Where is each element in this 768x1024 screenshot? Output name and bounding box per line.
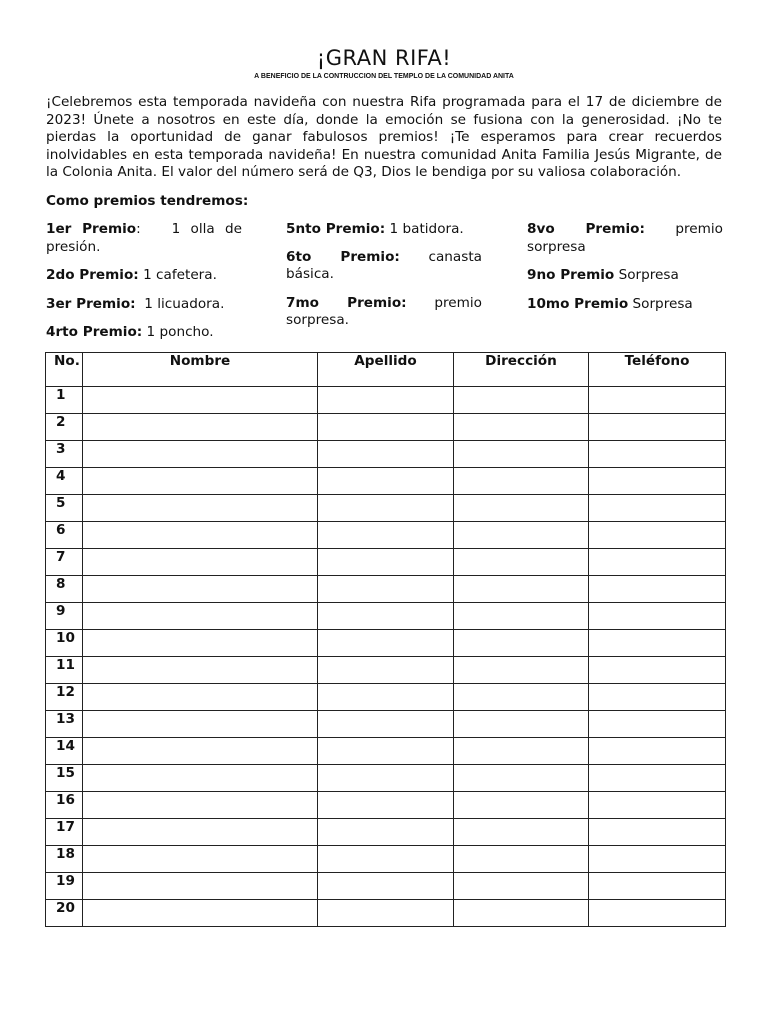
table-row [46, 765, 726, 792]
telefono-cell[interactable] [589, 738, 726, 765]
direccion-cell[interactable] [454, 765, 589, 792]
nombre-cell[interactable] [83, 711, 318, 738]
table-row [46, 630, 726, 657]
nombre-cell[interactable] [83, 819, 318, 846]
telefono-cell[interactable] [589, 765, 726, 792]
apellido-cell[interactable] [318, 765, 454, 792]
apellido-cell[interactable] [318, 576, 454, 603]
page-subtitle: A BENEFICIO DE LA CONTRUCCION DEL TEMPLO DE LA COMUNIDAD ANITA [254, 73, 514, 80]
direccion-cell[interactable] [454, 468, 589, 495]
apellido-cell[interactable] [318, 873, 454, 900]
direccion-cell[interactable] [454, 495, 589, 522]
intro-paragraph: ¡Celebremos esta temporada navideña con nuestra Rifa programada para el 17 de diciembre de 2023! Únete a nosotros en este día, donde la emoción se fusiona con la generosidad. ¡No te pierdas la oportunidad de ganar fabulosos premios! ¡Te esperamos para crear recuerdos inolvidables en esta temporada navideña! En nuestra comunidad Anita Familia Jesús Migrante, de la Colonia Anita. El valor del número será de Q3, Dios le bendiga por su valiosa colaboración. [46, 94, 722, 181]
prize-label: 1er Premio [46, 221, 137, 237]
column-header-nombre: Nombre [83, 353, 318, 387]
table-header-row [46, 353, 726, 387]
direccion-cell[interactable] [454, 630, 589, 657]
telefono-cell[interactable] [589, 576, 726, 603]
row-number: 10 [46, 630, 83, 657]
row-number: 11 [46, 657, 83, 684]
direccion-cell[interactable] [454, 819, 589, 846]
table-row [46, 792, 726, 819]
direccion-cell[interactable] [454, 846, 589, 873]
prize-label: 3er Premio: [46, 295, 136, 312]
prize-text: Sorpresa [614, 267, 679, 284]
nombre-cell[interactable] [83, 603, 318, 630]
direccion-cell[interactable] [454, 549, 589, 576]
prize-item [527, 296, 723, 314]
telefono-cell[interactable] [589, 873, 726, 900]
telefono-cell[interactable] [589, 549, 726, 576]
row-number: 2 [46, 414, 83, 441]
row-number: 17 [46, 819, 83, 846]
table-row [46, 738, 726, 765]
nombre-cell[interactable] [83, 738, 318, 765]
prize-label: 7mo Premio: [286, 294, 407, 311]
prize-text: premio sorpresa. [286, 294, 482, 329]
table-row [46, 441, 726, 468]
table-row [46, 603, 726, 630]
apellido-cell[interactable] [318, 495, 454, 522]
apellido-cell[interactable] [318, 414, 454, 441]
prizes-column-2 [286, 221, 482, 341]
nombre-cell[interactable] [83, 414, 318, 441]
telefono-cell[interactable] [589, 468, 726, 495]
telefono-cell[interactable] [589, 819, 726, 846]
apellido-cell[interactable] [318, 387, 454, 414]
apellido-cell[interactable] [318, 468, 454, 495]
direccion-cell[interactable] [454, 657, 589, 684]
apellido-cell[interactable] [318, 657, 454, 684]
direccion-cell[interactable] [454, 414, 589, 441]
telefono-cell[interactable] [589, 630, 726, 657]
direccion-cell[interactable] [454, 900, 589, 927]
row-number: 16 [46, 792, 83, 819]
telefono-cell[interactable] [589, 522, 726, 549]
prize-label: 4rto Premio: [46, 324, 143, 341]
direccion-cell[interactable] [454, 711, 589, 738]
telefono-cell[interactable] [589, 603, 726, 630]
prize-text: 1 poncho. [142, 324, 214, 341]
telefono-cell[interactable] [589, 900, 726, 927]
table-row [46, 549, 726, 576]
row-number: 13 [46, 711, 83, 738]
page-title: ¡GRAN RIFA! [316, 46, 452, 70]
prize-text: 1 batidora. [385, 221, 464, 237]
prize-label: 10mo Premio [527, 295, 629, 312]
table-row [46, 846, 726, 873]
table-row [46, 684, 726, 711]
prize-item [286, 295, 482, 330]
apellido-cell[interactable] [318, 819, 454, 846]
apellido-cell[interactable] [318, 792, 454, 819]
prize-item [46, 267, 242, 285]
direccion-cell[interactable] [454, 576, 589, 603]
nombre-cell[interactable] [83, 549, 318, 576]
telefono-cell[interactable] [589, 684, 726, 711]
row-number: 12 [46, 684, 83, 711]
nombre-cell[interactable] [83, 846, 318, 873]
telefono-cell[interactable] [589, 711, 726, 738]
telefono-cell[interactable] [589, 414, 726, 441]
prizes-heading: Como premios tendremos: [46, 193, 249, 209]
table-row [46, 576, 726, 603]
table-row [46, 522, 726, 549]
row-number: 7 [46, 549, 83, 576]
prize-label: 8vo Premio: [527, 221, 645, 237]
table-row [46, 819, 726, 846]
telefono-cell[interactable] [589, 657, 726, 684]
nombre-cell[interactable] [83, 873, 318, 900]
column-header-number: No. [46, 353, 83, 387]
prize-label: 5nto Premio: [286, 221, 386, 237]
direccion-cell[interactable] [454, 792, 589, 819]
table-row [46, 495, 726, 522]
prize-item [46, 221, 242, 256]
direccion-cell[interactable] [454, 387, 589, 414]
apellido-cell[interactable] [318, 630, 454, 657]
direccion-cell[interactable] [454, 441, 589, 468]
row-number: 3 [46, 441, 83, 468]
nombre-cell[interactable] [83, 387, 318, 414]
prize-separator: : [136, 221, 141, 237]
direccion-cell[interactable] [454, 522, 589, 549]
table-row [46, 468, 726, 495]
column-header-apellido: Apellido [318, 353, 454, 387]
row-number: 6 [46, 522, 83, 549]
telefono-cell[interactable] [589, 387, 726, 414]
nombre-cell[interactable] [83, 522, 318, 549]
prize-item [46, 296, 242, 314]
table-row [46, 414, 726, 441]
row-number: 19 [46, 873, 83, 900]
prize-item [286, 249, 482, 284]
direccion-cell[interactable] [454, 684, 589, 711]
nombre-cell[interactable] [83, 495, 318, 522]
nombre-cell[interactable] [83, 468, 318, 495]
apellido-cell[interactable] [318, 900, 454, 927]
table-row [46, 657, 726, 684]
apellido-cell[interactable] [318, 711, 454, 738]
table-row [46, 900, 726, 927]
prize-item [286, 221, 482, 239]
nombre-cell[interactable] [83, 792, 318, 819]
direccion-cell[interactable] [454, 603, 589, 630]
direccion-cell[interactable] [454, 738, 589, 765]
nombre-cell[interactable] [83, 657, 318, 684]
nombre-cell[interactable] [83, 765, 318, 792]
row-number: 8 [46, 576, 83, 603]
column-header-direccion: Dirección [454, 353, 589, 387]
table-row [46, 387, 726, 414]
prizes-column-1 [46, 221, 242, 353]
apellido-cell[interactable] [318, 522, 454, 549]
registration-table [45, 352, 726, 927]
telefono-cell[interactable] [589, 495, 726, 522]
prize-text: 1 licuadora. [139, 295, 225, 312]
row-number: 15 [46, 765, 83, 792]
telefono-cell[interactable] [589, 846, 726, 873]
prize-text: Sorpresa [628, 295, 693, 312]
nombre-cell[interactable] [83, 576, 318, 603]
table-row [46, 873, 726, 900]
apellido-cell[interactable] [318, 846, 454, 873]
telefono-cell[interactable] [589, 792, 726, 819]
apellido-cell[interactable] [318, 441, 454, 468]
table-body [46, 387, 726, 927]
apellido-cell[interactable] [318, 684, 454, 711]
column-header-telefono: Teléfono [589, 353, 726, 387]
apellido-cell[interactable] [318, 549, 454, 576]
row-number: 9 [46, 603, 83, 630]
prize-item [527, 267, 723, 285]
prize-text: 1 cafetera. [138, 267, 217, 284]
nombre-cell[interactable] [83, 441, 318, 468]
row-number: 1 [46, 387, 83, 414]
direccion-cell[interactable] [454, 873, 589, 900]
apellido-cell[interactable] [318, 603, 454, 630]
prize-label: 9no Premio [527, 267, 615, 284]
prize-label: 2do Premio: [46, 267, 139, 284]
prize-item [46, 324, 242, 342]
nombre-cell[interactable] [83, 684, 318, 711]
nombre-cell[interactable] [83, 630, 318, 657]
prize-label: 6to Premio: [286, 248, 400, 265]
row-number: 20 [46, 900, 83, 927]
prize-item [527, 221, 723, 256]
row-number: 5 [46, 495, 83, 522]
prize-text: canasta básica. [286, 248, 482, 283]
table-row [46, 711, 726, 738]
telefono-cell[interactable] [589, 441, 726, 468]
prizes-column-3 [527, 221, 723, 324]
prize-text: 1 olla de presión. [46, 221, 243, 255]
row-number: 14 [46, 738, 83, 765]
row-number: 4 [46, 468, 83, 495]
nombre-cell[interactable] [83, 900, 318, 927]
prize-text: premio sorpresa [527, 221, 723, 255]
apellido-cell[interactable] [318, 738, 454, 765]
row-number: 18 [46, 846, 83, 873]
